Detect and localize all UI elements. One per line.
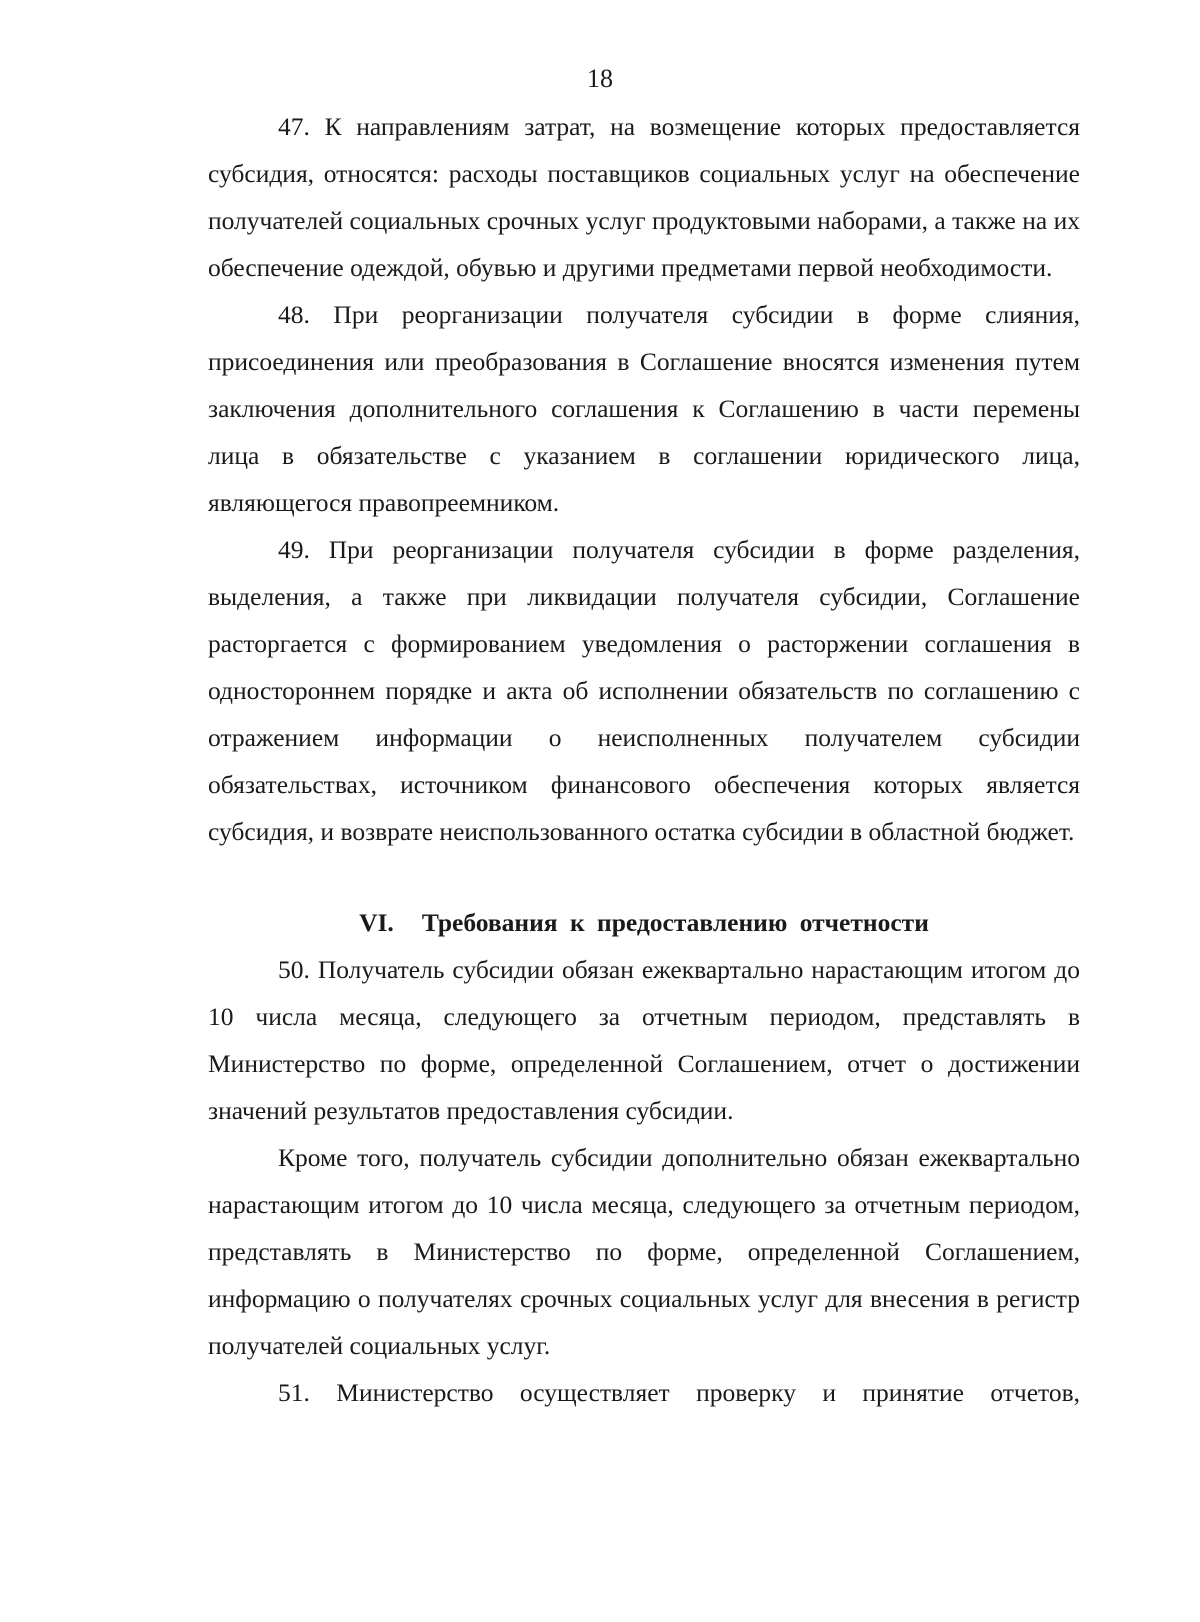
paragraph-51: 51. Министерство осуществляет проверку и принятие отчетов, <box>278 1378 1080 1407</box>
section-heading <box>208 899 1080 946</box>
page-number: 18 <box>587 64 613 93</box>
paragraph-48: 48. При реорганизации получателя субсидии в форме слияния, присоединения или преобразования в Соглашение вносятся изменения путем заключения дополнительного соглашения к Соглашению в части перемены лица в обязательстве с указанием в соглашении юридического лица, являющегося правопреемником. <box>208 300 1080 517</box>
paragraph-49: 49. При реорганизации получателя субсидии в форме разделения, выделения, а также при ликвидации получателя субсидии, Соглашение расторгается с формированием уведомления о расторжении соглашения в одностороннем порядке и акта об исполнении обязательств по соглашению с отражением информации о неисполненных получателем субсидии обязательствах, источником финансового обеспечения которых является субсидия, и возврате неиспользованного остатка субсидии в областной бюджет. <box>208 535 1080 846</box>
section-title: Требования к предоставлению отчетности <box>421 908 929 937</box>
paragraph-50: 50. Получатель субсидии обязан ежеквартально нарастающим итогом до 10 числа месяца, следующего за отчетным периодом, представлять в Министерство по форме, определенной Соглашением, отчет о достижении значений результатов предоставления субсидии. <box>208 955 1080 1125</box>
section-number: VI. <box>359 908 394 937</box>
paragraph-47: 47. К направлениям затрат, на возмещение которых предоставляется субсидия, относятся: расходы поставщиков социальных услуг на обеспечение получателей социальных срочных услуг продуктовыми наборами, а также на их обеспечение одеждой, обувью и другими предметами первой необходимости. <box>208 112 1080 282</box>
document-body <box>208 103 1080 1416</box>
paragraph-50-continued: Кроме того, получатель субсидии дополнительно обязан ежеквартально нарастающим итогом до 10 числа месяца, следующего за отчетным периодом, представлять в Министерство по форме, определенной Соглашением, информацию о получателях срочных социальных услуг для внесения в регистр получателей социальных услуг. <box>208 1143 1080 1360</box>
